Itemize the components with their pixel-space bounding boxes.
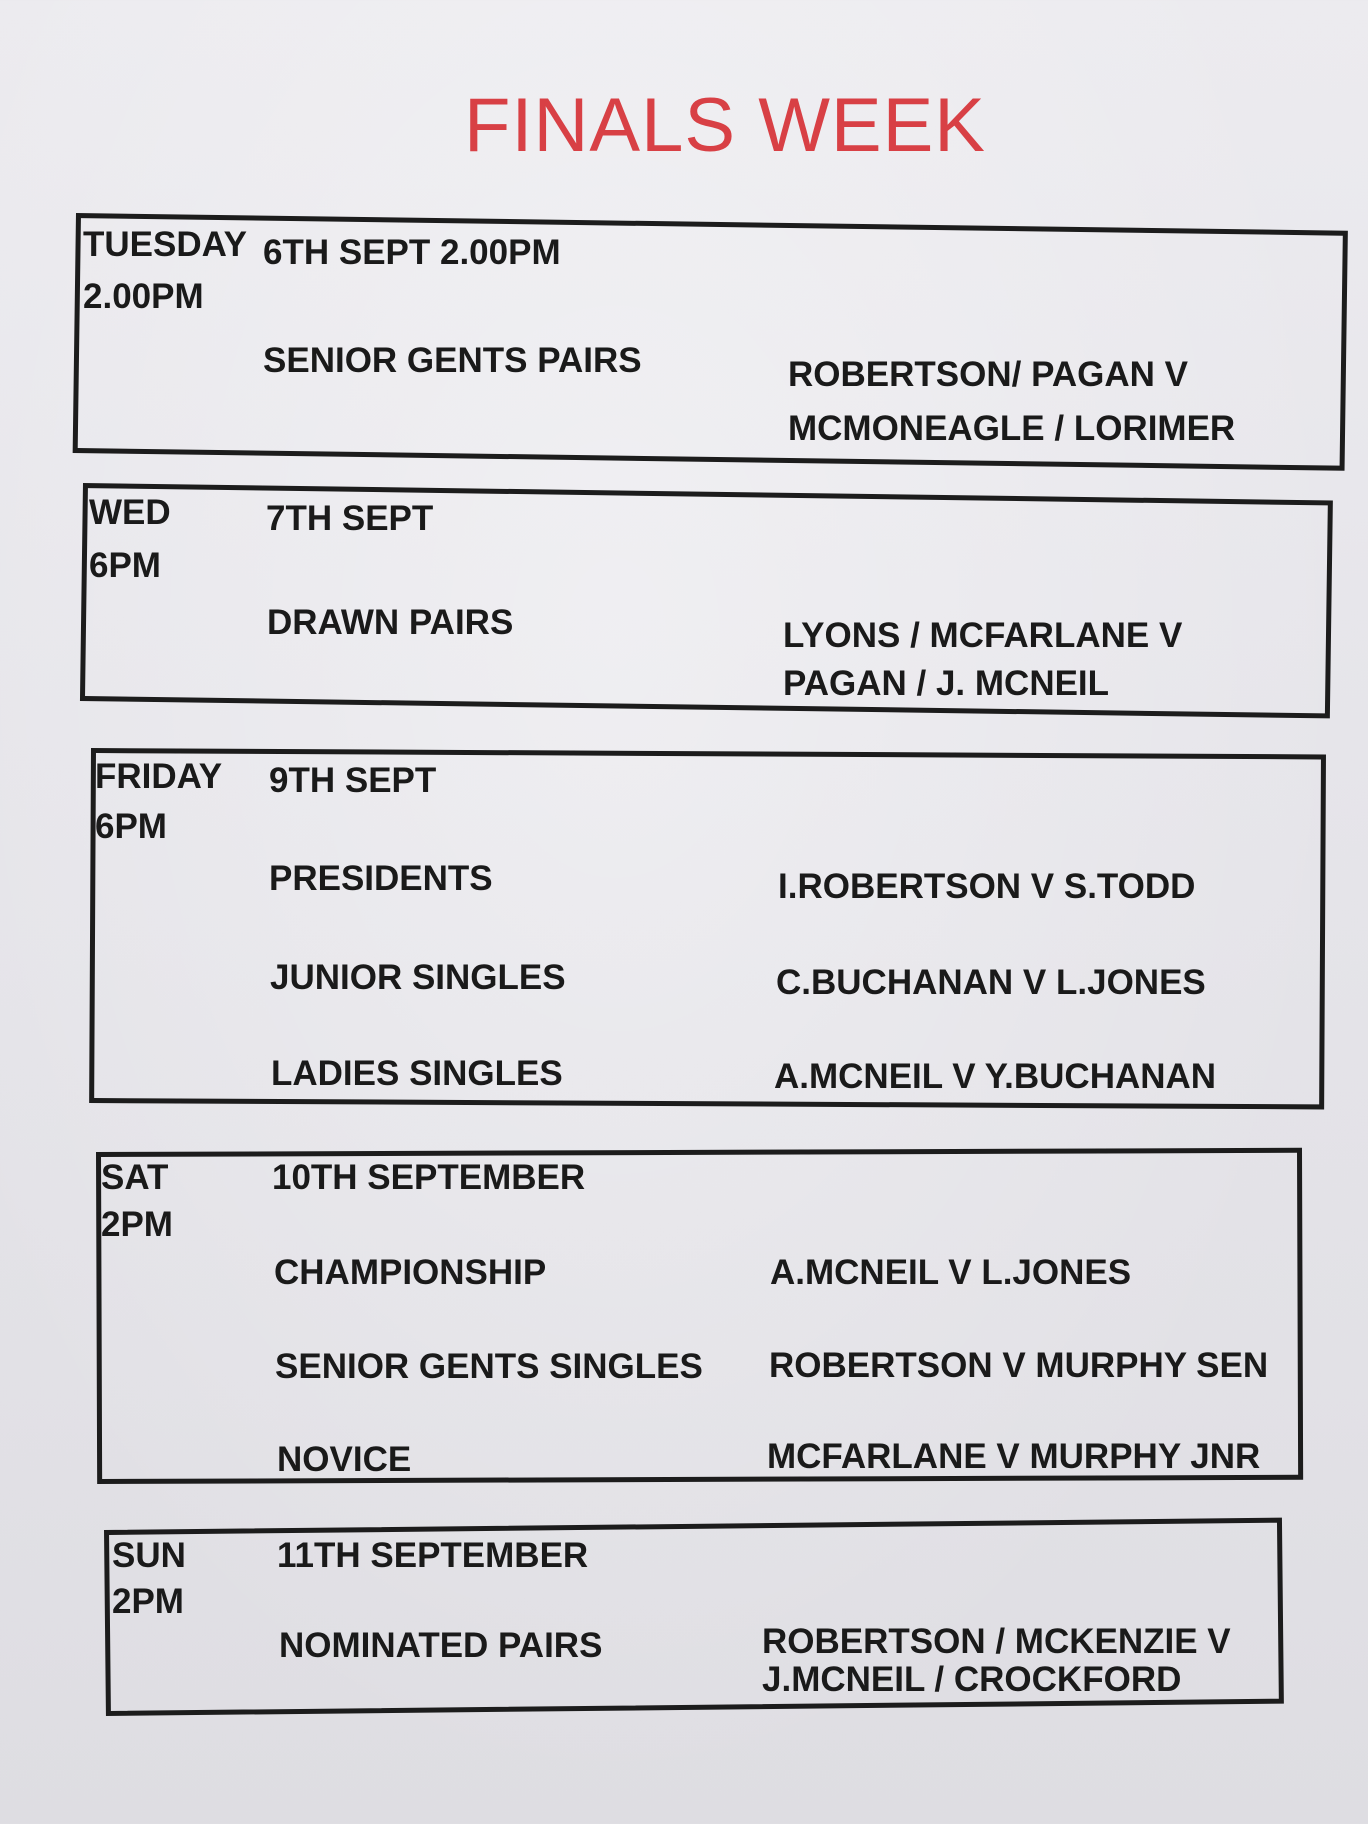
session-date: 10TH SEPTEMBER <box>272 1158 586 1197</box>
event-name: CHAMPIONSHIP <box>274 1253 547 1292</box>
event-name: NOVICE <box>277 1440 412 1479</box>
match-players: A.MCNEIL V Y.BUCHANAN <box>774 1057 1217 1096</box>
session-day: FRIDAY <box>95 757 223 796</box>
session-time: 6PM <box>95 807 167 846</box>
match-players-line1: ROBERTSON / MCKENZIE V <box>762 1622 1231 1661</box>
event-name: LADIES SINGLES <box>271 1054 563 1093</box>
session-time: 2.00PM <box>83 277 204 316</box>
session-day: WED <box>89 493 171 532</box>
session-day: SUN <box>112 1536 186 1575</box>
match-players-line1: ROBERTSON/ PAGAN V <box>788 355 1188 394</box>
session-box-sat <box>96 1148 1303 1484</box>
session-date: 7TH SEPT <box>266 499 434 538</box>
session-time: 2PM <box>101 1205 173 1244</box>
event-name: SENIOR GENTS PAIRS <box>263 341 642 380</box>
match-players-line2: PAGAN / J. MCNEIL <box>783 664 1110 703</box>
session-date: 9TH SEPT <box>269 761 437 800</box>
match-players-line1: LYONS / MCFARLANE V <box>783 616 1183 655</box>
match-players-line2: J.MCNEIL / CROCKFORD <box>762 1660 1182 1699</box>
session-date: 11TH SEPTEMBER <box>277 1536 589 1575</box>
match-players: C.BUCHANAN V L.JONES <box>776 963 1206 1002</box>
session-day: SAT <box>101 1158 169 1197</box>
session-time: 6PM <box>89 546 161 585</box>
page-title: FINALS WEEK <box>464 83 986 168</box>
session-date: 6TH SEPT 2.00PM <box>263 233 561 272</box>
match-players: MCFARLANE V MURPHY JNR <box>767 1437 1261 1476</box>
match-players: I.ROBERTSON V S.TODD <box>778 867 1196 906</box>
event-name: JUNIOR SINGLES <box>270 958 566 997</box>
event-name: PRESIDENTS <box>269 859 493 898</box>
match-players: A.MCNEIL V L.JONES <box>770 1253 1132 1292</box>
event-name: DRAWN PAIRS <box>267 603 514 642</box>
match-players: ROBERTSON V MURPHY SEN <box>769 1346 1269 1385</box>
event-name: SENIOR GENTS SINGLES <box>275 1347 703 1386</box>
session-time: 2PM <box>112 1582 184 1621</box>
match-players-line2: MCMONEAGLE / LORIMER <box>788 409 1236 448</box>
session-day: TUESDAY <box>83 225 248 264</box>
event-name: NOMINATED PAIRS <box>279 1626 603 1665</box>
